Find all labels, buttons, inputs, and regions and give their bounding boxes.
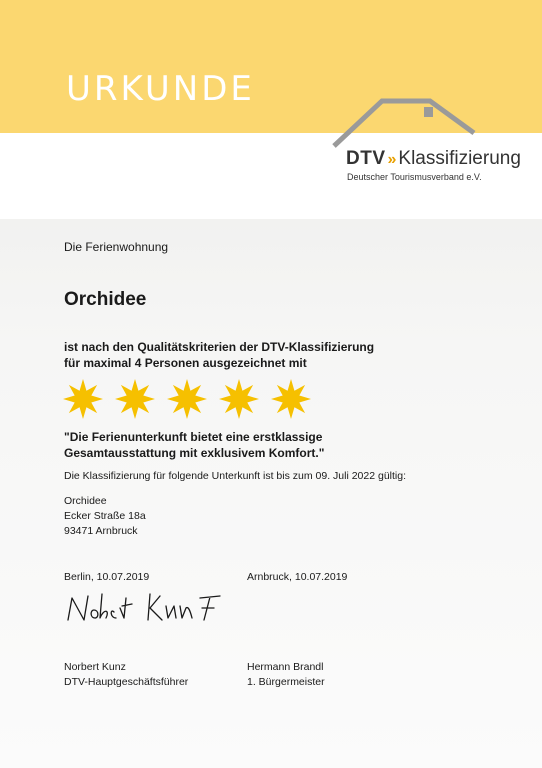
left-signatory (64, 660, 188, 690)
handwritten-signature (64, 590, 224, 626)
criteria-line-2: für maximal 4 Personen ausgezeichnet mit (64, 356, 307, 370)
right-signatory (247, 660, 325, 690)
validity-text: Die Klassifizierung für folgende Unterkunft ist bis zum 09. Juli 2022 gültig: (64, 470, 407, 482)
star-rating (62, 378, 312, 420)
star-shape (271, 379, 311, 419)
star-shape (219, 379, 259, 419)
dtv-logo (346, 148, 521, 170)
address-city: 93471 Arnbruck (64, 525, 138, 537)
logo-org: Deutscher Tourismusverband e.V. (347, 172, 482, 182)
right-name: Hermann Brandl (247, 661, 324, 673)
logo-name: Klassifizierung (398, 148, 521, 169)
star-icon (114, 378, 156, 420)
address-block (64, 494, 146, 539)
star-icon (270, 378, 312, 420)
logo-chevron-icon: » (387, 151, 397, 168)
star-shape (115, 379, 155, 419)
house-roof-icon (330, 98, 480, 150)
star-shape (63, 379, 103, 419)
criteria-line-1: ist nach den Qualitätskriterien der DTV-Klassifizierung (64, 340, 375, 354)
certificate-title: URKUNDE (66, 69, 255, 109)
address-street: Ecker Straße 18a (64, 510, 146, 522)
star-icon (218, 378, 260, 420)
right-place-date: Arnbruck, 10.07.2019 (247, 571, 348, 583)
star-icon (166, 378, 208, 420)
address-name: Orchidee (64, 495, 107, 507)
left-name: Norbert Kunz (64, 661, 126, 673)
left-title: DTV-Hauptgeschäftsführer (64, 676, 189, 688)
left-place-date: Berlin, 10.07.2019 (64, 571, 150, 583)
property-name: Orchidee (64, 289, 147, 310)
quote-line-2: Gesamtausstattung mit exklusivem Komfort." (64, 446, 325, 460)
quote-line-1: "Die Ferienunterkunft bietet eine erstklassige (64, 430, 323, 444)
type-label: Die Ferienwohnung (64, 240, 169, 254)
logo-brand: DTV (346, 148, 386, 169)
star-icon (62, 378, 104, 420)
right-title: 1. Bürgermeister (247, 676, 325, 688)
star-shape (167, 379, 207, 419)
